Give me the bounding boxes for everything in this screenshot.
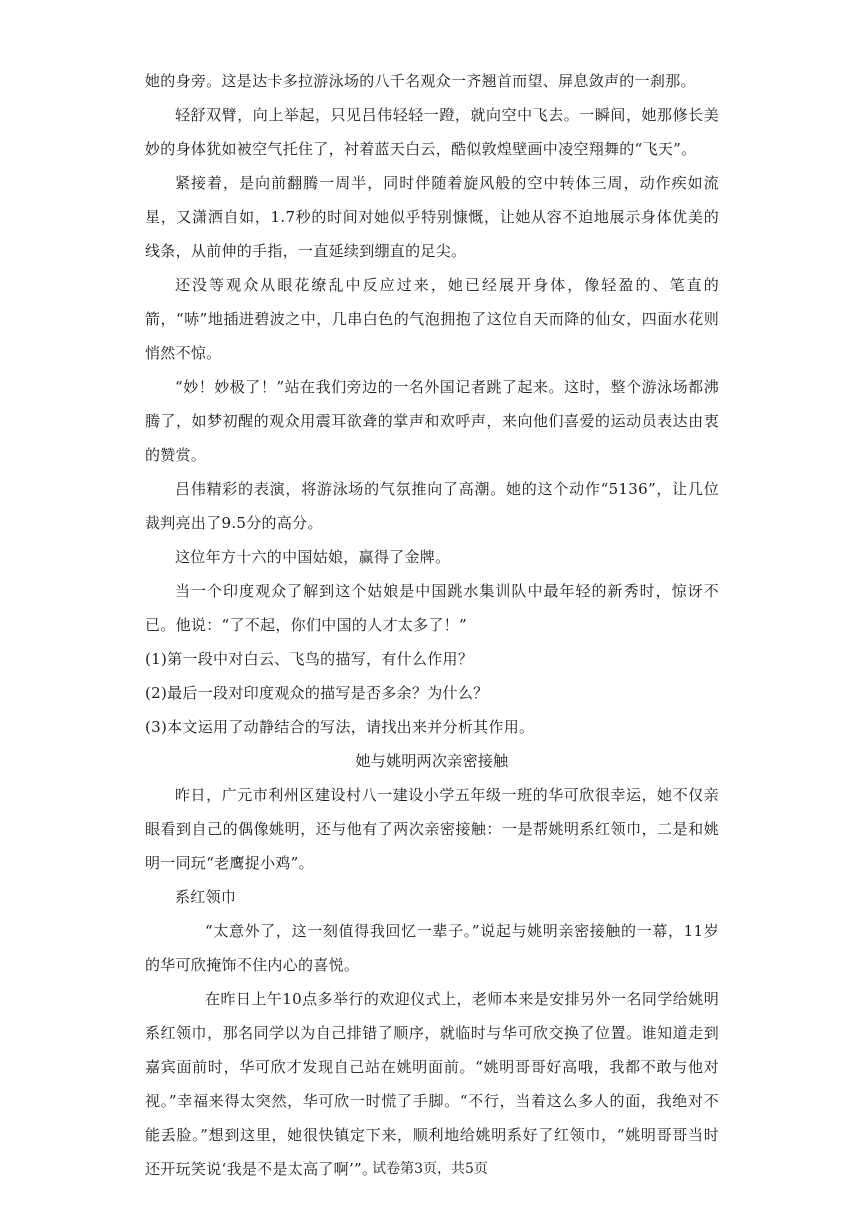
article-title: 她与姚明两次亲密接触: [355, 752, 509, 770]
paragraph: 这位年方十六的中国姑娘，赢得了金牌。: [175, 548, 451, 566]
question-3: (3)本文运用了动静结合的写法，请找出来并分析其作用。: [145, 718, 535, 736]
paragraph: 还没等观众从眼花缭乱中反应过来，她已经展开身体，像轻盈的、笔直的箭，“哧”地插进碧波之中，几串白色的气泡拥抱了这位自天而降的仙女，四面水花则悄然不惊。: [145, 276, 719, 362]
paragraph: 轻舒双臂，向上举起，只见吕伟轻轻一蹬，就向空中飞去。一瞬间，她那修长美妙的身体犹如被空气托住了，衬着蓝天白云，酷似敦煌壁画中凌空翔舞的“飞天”。: [145, 106, 719, 158]
question-1: (1)第一段中对白云、飞鸟的描写，有什么作用？: [145, 650, 474, 668]
paragraph: 在昨日上午10点多举行的欢迎仪式上，老师本来是安排另外一名同学给姚明系红领巾，那名同学以为自己排错了顺序，就临时与华可欣交换了位置。谁知道走到嘉宾面前时，华可欣才发现自己站在姚明面前。“姚明哥哥好高哦，我都不敢与他对视。”幸福来得太突然，华可欣一时慌了手脚。“不行，当着这么多人的面，我绝对不能丢脸。”想到这里，她很快镇定下来，顺利地给姚明系好了红领巾，“姚明哥哥当时还开玩笑说‘我是不是太高了啊’”。: [145, 990, 719, 1178]
paragraph: 紧接着，是向前翻腾一周半，同时伴随着旋风般的空中转体三周，动作疾如流星，又潇洒自如，1.7秒的时间对她似乎特别慷慨，让她从容不迫地展示身体优美的线条，从前伸的手指，一直延续到绷直的足尖。: [145, 174, 719, 260]
paragraph: 她的身旁。这是达卡多拉游泳场的八千名观众一齐翘首而望、屏息敛声的一刹那。: [145, 72, 696, 90]
paragraph: “妙！妙极了！”站在我们旁边的一名外国记者跳了起来。这时，整个游泳场都沸腾了，如梦初醒的观众用震耳欲聋的掌声和欢呼声，来向他们喜爱的运动员表达由衷的赞赏。: [145, 378, 719, 464]
section-label: 系红领巾: [175, 888, 237, 906]
question-2: (2)最后一段对印度观众的描写是否多余？为什么？: [145, 684, 489, 702]
paragraph: 当一个印度观众了解到这个姑娘是中国跳水集训队中最年轻的新秀时，惊讶不已。他说：“了不起，你们中国的人才太多了！”: [145, 582, 719, 634]
page-content: [145, 0, 719, 1186]
paragraph: “太意外了，这一刻值得我回忆一辈子。”说起与姚明亲密接触的一幕，11岁的华可欣掩饰不住内心的喜悦。: [145, 922, 719, 974]
page-footer: 试卷第3页，共5页: [372, 1161, 488, 1177]
paragraph: 吕伟精彩的表演，将游泳场的气氛推向了高潮。她的这个动作“5136”，让几位裁判亮出了9.5分的高分。: [145, 480, 719, 532]
paragraph: 昨日，广元市利州区建设村八一建设小学五年级一班的华可欣很幸运，她不仅亲眼看到自己的偶像姚明，还与他有了两次亲密接触：一是帮姚明系红领巾，二是和姚明一同玩“老鹰捉小鸡”。: [145, 786, 719, 872]
